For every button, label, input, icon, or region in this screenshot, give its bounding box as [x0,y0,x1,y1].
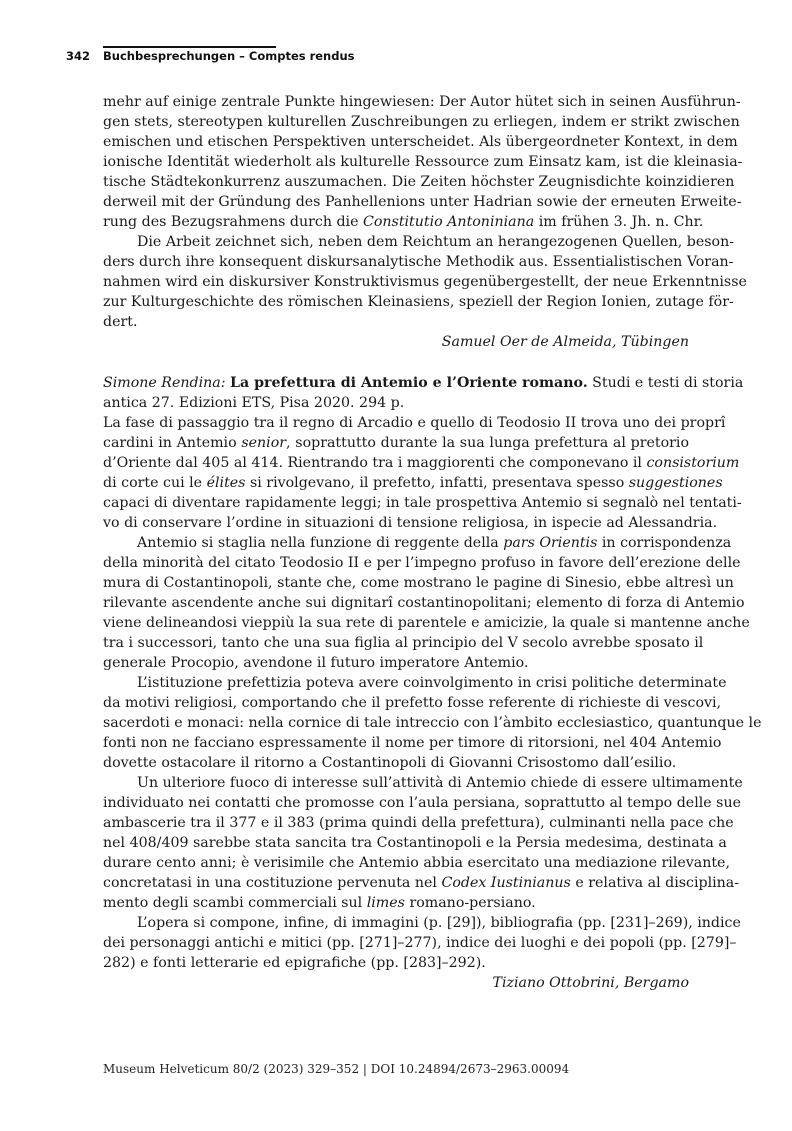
italic-text: suggestiones [628,475,723,491]
reviewer-signature: Samuel Oer de Almeida, Tübingen [441,334,689,350]
text-line [103,272,747,292]
text-line [103,453,740,473]
paragraph [103,533,750,673]
text-line [103,753,689,773]
text-segment: Un ulteriore fuoco di interesse sull’attività di Antemio chiede di essere ultimamente [137,775,743,791]
text-segment: rilevante ascendente anche sui dignitarî costantinopolitani; elemento di forza di Antemio [103,595,745,611]
text-line [103,573,734,593]
text-line [103,533,732,553]
text-line [103,232,735,252]
book-title: La prefettura di Antemio e l’Oriente romano. [230,375,588,391]
paragraph [103,673,762,773]
header-rule [103,46,276,48]
text-line [103,433,689,453]
text-segment: di corte cui le [103,475,207,491]
text-line [103,853,730,873]
text-segment: nel 408/409 sarebbe stata sancita tra Costantinopoli e la Persia medesima, destinata a [103,835,727,851]
text-line [103,192,742,212]
text-segment: romano-persiano. [404,895,536,911]
text-segment: Studi e testi di storia [587,375,744,391]
text-segment: tra i successori, tanto che una sua figlia al principio del V secolo avrebbe sposato il [103,635,704,651]
text-line [103,413,726,433]
text-line [103,593,745,613]
text-segment: ambascerie tra il 377 e il 383 (prima quindi della prefettura), culminanti nella pace che [103,815,734,831]
text-segment: dei personaggi antichi e mitici (pp. [271]–277), indice dei luoghi e dei popoli (pp. [279]– [103,935,737,951]
text-segment: fonti non ne facciano espressamente il nome per timore di ritorsioni, nel 404 Antemio [103,735,722,751]
text-segment: mura di Costantinopoli, stante che, come mostrano le pagine di Sinesio, ebbe altresì un [103,575,734,591]
text-line [103,873,740,893]
text-line [103,393,689,413]
text-segment: im frühen 3. Jh. n. Chr. [534,214,704,230]
text-segment: , soprattutto durante la sua lunga prefettura al pretorio [286,435,689,451]
text-line [103,172,735,192]
text-line [103,713,762,733]
text-line [103,953,689,973]
reviewer-signature: Tiziano Ottobrini, Bergamo [492,975,689,991]
text-segment: zur Kulturgeschichte des römischen Kleinasiens, speziell der Region Ionien, zutage för- [103,294,734,310]
text-segment: L’opera si compone, infine, di immagini (p. [29]), bibliografia (pp. [231]–269), indice [137,915,741,931]
text-segment: si rivolgevano, il prefetto, infatti, presentava spesso [245,475,629,491]
text-segment: da motivi religiosi, comportando che il prefetto fosse referente di richieste di vescovi, [103,695,722,711]
text-segment: generale Procopio, avendone il futuro imperatore Antemio. [103,655,529,671]
text-segment: dovette ostacolare il ritorno a Costantinopoli di Giovanni Crisostomo dall’esilio. [103,755,677,771]
text-segment: dert. [103,314,138,330]
text-line [103,673,727,693]
page-number: 342 [66,49,91,63]
text-segment: concretatasi in una costituzione pervenuta nel [103,875,442,891]
text-line [103,653,689,673]
text-segment: gen stets, stereotypen kulturellen Zuschreibungen zu erliegen, indem er strikt zwischen [103,114,740,130]
italic-text: pars Orientis [503,535,598,551]
text-line [103,493,742,513]
italic-text: élites [206,475,246,491]
italic-text: Simone Rendina: [103,375,226,391]
text-line [103,793,741,813]
text-segment: ders durch ihre konsequent diskursanalytische Methodik aus. Essentialistischen Voran- [103,254,734,270]
text-line [103,292,734,312]
text-line [103,933,737,953]
text-segment: d’Oriente dal 405 al 414. Rientrando tra i maggiorenti che componevano il [103,455,647,471]
text-segment: mento degli scambi commerciali sul [103,895,367,911]
text-segment: Die Arbeit zeichnet sich, neben dem Reichtum an herangezogenen Quellen, beson- [137,234,735,250]
text-line [103,833,727,853]
text-line [103,733,722,753]
italic-text: Constitutio Antoniniana [363,214,535,230]
text-segment: mehr auf einige zentrale Punkte hingewiesen: Der Autor hütet sich in seinen Ausführun- [103,94,741,110]
paragraph [103,773,743,913]
text-segment: capaci di diventare rapidamente leggi; in tale prospettiva Antemio si segnalò nel tentati- [103,495,742,511]
text-segment: rung des Bezugsrahmens durch die [103,214,363,230]
text-line [103,513,718,533]
text-line [103,633,704,653]
text-line [103,312,689,332]
text-line [103,913,741,933]
text-line [103,252,734,272]
review-1 [103,92,747,352]
text-segment: durare cento anni; è verisimile che Antemio abbia esercitato una mediazione rilevante, [103,855,730,871]
text-line [103,373,744,393]
text-segment: Antemio si staglia nella funzione di reggente della [137,535,504,551]
paragraph [103,373,744,413]
text-segment: ionische Identität wiederholt als kulturelle Ressource zum Einsatz kam, ist die kleinasia- [103,154,743,170]
section-title: Buchbesprechungen – Comptes rendus [103,49,355,63]
text-segment: 282) e fonti letterarie ed epigrafiche (pp. [283]–292). [103,955,486,971]
footer-citation: Museum Helveticum 80/2 (2023) 329–352 | DOI 10.24894/2673–2963.00094 [103,1062,570,1076]
text-segment: L’istituzione prefettizia poteva avere coinvolgimento in crisi politiche determinate [137,675,727,691]
text-line [103,132,738,152]
text-segment: cardini in Antemio [103,435,242,451]
italic-text: Codex Iustinianus [441,875,571,891]
text-line [103,613,750,633]
text-segment: e relativa al disciplina- [570,875,740,891]
text-line [103,893,689,913]
text-segment: in corrispondenza [597,535,732,551]
text-segment: nahmen wird ein diskursiver Konstruktivismus gegenübergestellt, der neue Erkenntnisse [103,274,747,290]
text-segment: viene delineandosi vieppiù la sua rete di parentele e amicizie, la quale si mantenne anche [103,615,750,631]
running-header [66,49,355,63]
paragraph [103,92,743,232]
paragraph [103,413,742,533]
text-segment: individuato nei contatti che promosse con l’aula persiana, soprattutto al tempo delle sue [103,795,741,811]
text-line [103,212,704,232]
italic-text: senior [241,435,287,451]
text-segment: derweil mit der Gründung des Panhellenions unter Hadrian sowie der erneuten Erweite- [103,194,742,210]
text-line [103,92,741,112]
text-line [103,473,723,493]
review-2 [103,373,762,993]
text-segment: vo di conservare l’ordine in situazioni di tensione religiosa, in ispecie ad Alessandria. [103,515,718,531]
text-segment: antica 27. Edizioni ETS, Pisa 2020. 294 p. [103,395,405,411]
italic-text: consistorium [646,455,740,471]
text-segment: tische Städtekonkurrenz auszumachen. Die Zeiten höchster Zeugnisdichte koinzidieren [103,174,735,190]
text-segment: emischen und etischen Perspektiven unterscheidet. Als übergeordneter Kontext, in dem [103,134,738,150]
text-line [103,773,743,793]
text-line [103,553,741,573]
text-line [103,813,734,833]
italic-text: limes [366,895,405,911]
text-segment: della minorità del citato Teodosio II e per l’impegno profuso in favore dell’erezione delle [103,555,741,571]
paragraph [103,913,741,973]
text-line [103,112,740,132]
text-line [103,152,743,172]
text-line [103,693,722,713]
paragraph [103,232,747,332]
text-segment: La fase di passaggio tra il regno di Arcadio e quello di Teodosio II trova uno dei proprî [103,415,726,431]
text-segment: sacerdoti e monaci: nella cornice di tale intreccio con l’àmbito ecclesiastico, quantunque le [103,715,762,731]
